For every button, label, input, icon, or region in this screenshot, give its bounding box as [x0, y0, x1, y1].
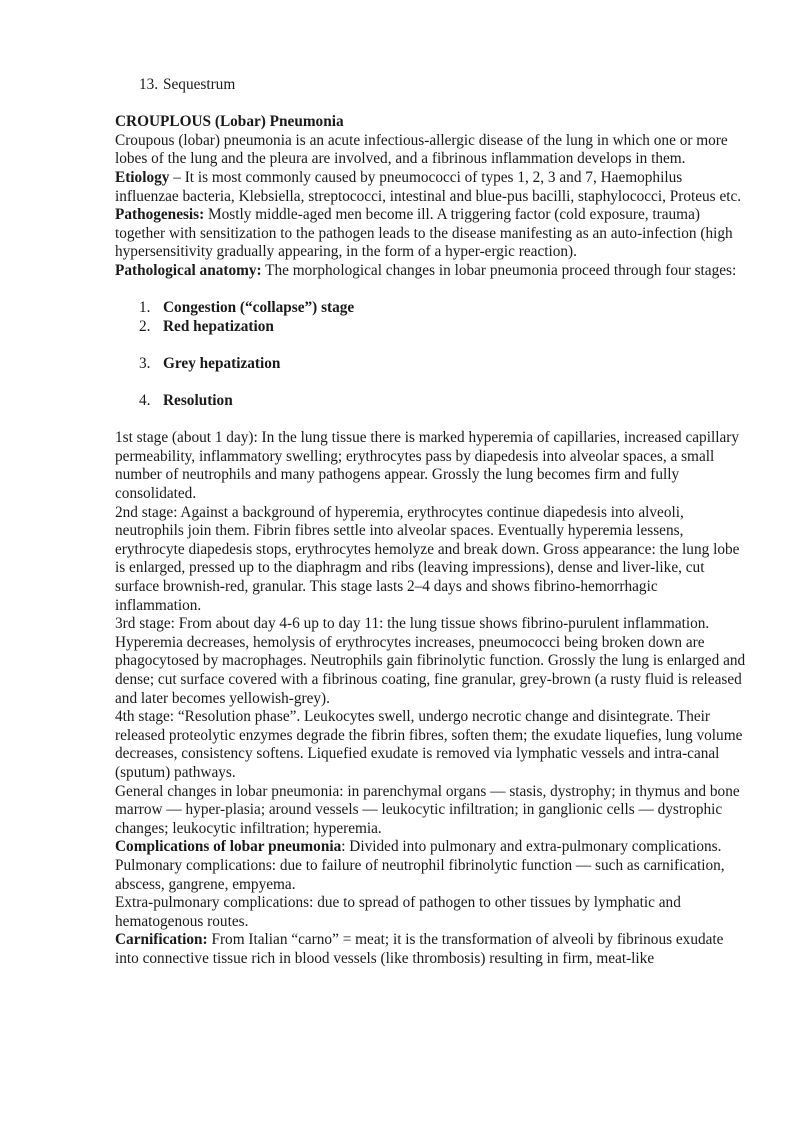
extra-pulmonary-complications-paragraph: Extra-pulmonary complications: due to spread of pathogen to other tissues by lymphatic and hematogenous routes. [115, 894, 681, 930]
list-item-sequestrum [115, 76, 747, 95]
section-title [115, 113, 747, 132]
anatomy-label: Pathological anatomy: [115, 261, 262, 279]
anatomy-paragraph [115, 262, 747, 281]
anatomy-text: The morphological changes in lobar pneumonia proceed through four stages: [261, 261, 737, 279]
stage-list-item [115, 299, 747, 318]
stage-number: 1. [139, 299, 151, 317]
stage-label: Red hepatization [163, 317, 274, 335]
stage2-paragraph: 2nd stage: Against a background of hyperemia, erythrocytes continue diapedesis into alveoli, neutrophils join them. Fibrin fibres settle into alveolar spaces. Eventually hyperemia lessens, erythrocyte diapedesis stops, erythrocytes hemolyze and break down. Gross appearance: the lung lobe is enlarged, pressed up to the diaphragm and ribs (leaving impressions), dense and liver-like, cut surface brownish-red, granular. This stage lasts 2–4 days and shows fibrino-hemorrhagic inflammation. [115, 503, 740, 614]
stage-list-item [115, 355, 747, 374]
pulmonary-complications-paragraph: Pulmonary complications: due to failure of neutrophil fibrinolytic function — such as carnification, abscess, gangrene, empyema. [115, 856, 725, 893]
stage-number: 3. [139, 354, 151, 372]
etiology-paragraph [115, 169, 747, 206]
carnification-label: Carnification: [115, 931, 208, 949]
pathogenesis-text: Mostly middle-aged men become ill. A triggering factor (cold exposure, trauma) together with sensitization to the pathogen leads to the disease manifesting as an auto-infection (high hypersensitivity gradually appearing, in the form of a hyper-ergic reaction). [115, 206, 733, 261]
stage-number: 4. [139, 392, 151, 410]
general-changes-paragraph: General changes in lobar pneumonia: in parenchymal organs — stasis, dystrophy; in thymus and bone marrow — hyper-plasia; around vessels — leukocytic infiltration; in ganglionic cells — dystrophic changes; leukocytic infiltration; hyperemia. [115, 782, 740, 837]
complications-label: Complications of lobar pneumonia [115, 838, 342, 856]
stage4-paragraph: 4th stage: “Resolution phase”. Leukocytes swell, undergo necrotic change and disintegrate. Their released proteolytic enzymes degrade the fibrin fibres, soften them; the exudate liquefies, lung volume decreases, consistency softens. Liquefied exudate is removed via lymphatic vessels and intra-canal (sputum) pathways. [115, 708, 743, 781]
stage1-paragraph: 1st stage (about 1 day): In the lung tissue there is marked hyperemia of capillaries, increased capillary permeability, inflammatory swelling; erythrocytes pass by diapedesis into alveolar spaces, a small number of neutrophils and many pathogens appear. Grossly the lung becomes firm and fully consolidated. [115, 429, 739, 503]
intro-paragraph: Croupous (lobar) pneumonia is an acute infectious-allergic disease of the lung in which one or more lobes of the lung and the pleura are involved, and a fibrinous inflammation develops in them. [115, 131, 728, 168]
stage-list-item [115, 318, 747, 337]
stage-list-item [115, 392, 747, 411]
stage-label: Congestion (“collapse”) stage [163, 299, 355, 317]
stage3-paragraph: 3rd stage: From about day 4-6 up to day 11: the lung tissue shows fibrino-purulent inflammation. Hyperemia decreases, hemolysis of erythrocytes increases, pneumococci being broken down are phagocytosed by macrophages. Neutrophils gain fibrinolytic function. Grossly the lung is enlarged and dense; cut surface covered with a fibrinous coating, fine granular, grey-brown (a rusty fluid is released and later becomes yellowish-grey). [115, 615, 746, 707]
section-title-text: CROUPLOUS (Lobar) Pneumonia [115, 113, 344, 131]
list-number: 13. [139, 76, 159, 93]
pathogenesis-paragraph [115, 206, 747, 262]
stage-label: Resolution [163, 392, 233, 410]
carnification-paragraph [115, 931, 747, 968]
stages-list [115, 299, 747, 411]
complications-paragraph [115, 838, 747, 857]
etiology-label: Etiology [115, 168, 170, 186]
etiology-text: – It is most commonly caused by pneumococci of types 1, 2, 3 and 7, Haemophilus influenzae bacteria, Klebsiella, streptococci, intestinal and blue-pus bacilli, staphylococci, Proteus etc. [115, 168, 742, 205]
carnification-text: From Italian “carno” = meat; it is the transformation of alveoli by fibrinous exudate into connective tissue rich in blood vessels (like thrombosis) resulting in firm, meat-like [115, 931, 724, 967]
list-item-text: Sequestrum [163, 76, 236, 93]
document-page [115, 76, 747, 969]
stage-number: 2. [139, 317, 151, 335]
complications-text: : Divided into pulmonary and extra-pulmonary complications. [341, 838, 722, 856]
pathogenesis-label: Pathogenesis: [115, 206, 205, 224]
stage-label: Grey hepatization [163, 354, 281, 372]
